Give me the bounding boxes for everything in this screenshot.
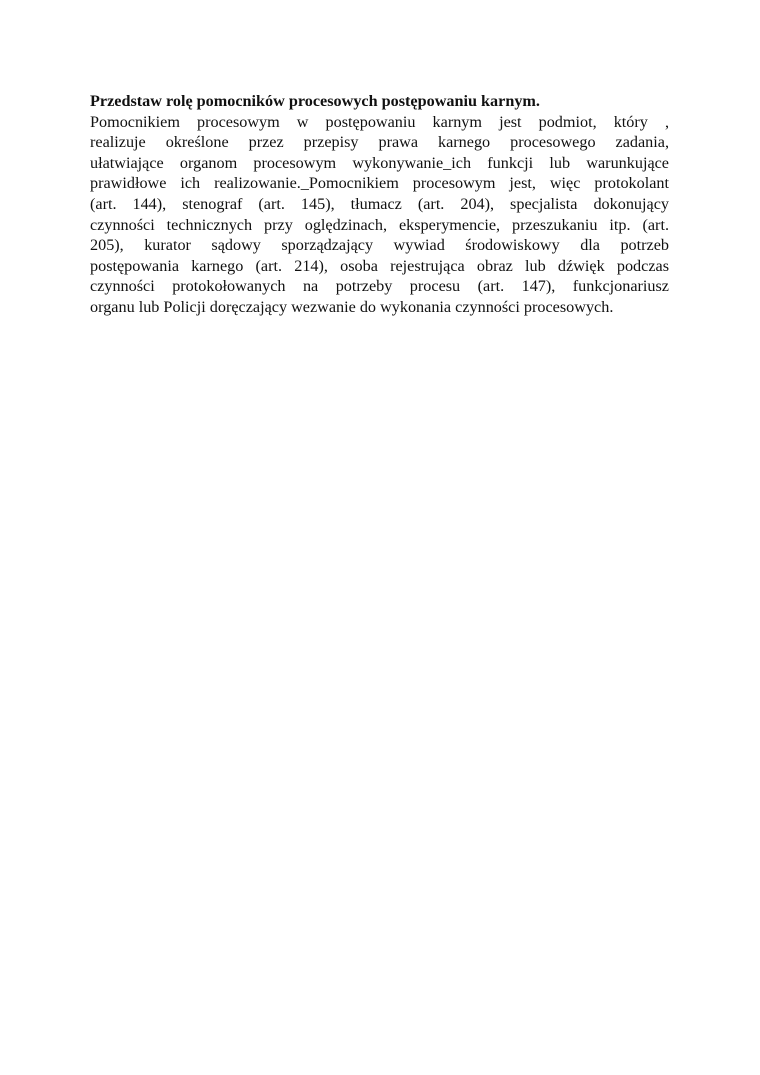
- paragraph-line: organu lub Policji doręczający wezwanie do wykonania czynności procesowych.: [90, 297, 614, 316]
- paragraph-line: Pomocnikiem procesowym w postępowaniu karnym jest podmiot, który ,: [90, 112, 669, 131]
- paragraph-line: ułatwiające organom procesowym wykonywanie_ich funkcji lub warunkujące: [90, 153, 669, 172]
- paragraph-line: 205), kurator sądowy sporządzający wywiad środowiskowy dla potrzeb: [90, 236, 669, 255]
- paragraph-line: prawidłowe ich realizowanie._Pomocnikiem procesowym jest, więc protokolant: [90, 174, 669, 193]
- paragraph-line: postępowania karnego (art. 214), osoba rejestrująca obraz lub dźwięk podczas: [90, 256, 669, 275]
- paragraph-line: czynności technicznych przy oględzinach, eksperymencie, przeszukaniu itp. (art.: [90, 215, 669, 234]
- document-title: Przedstaw rolę pomocników procesowych postępowaniu karnym.: [90, 92, 540, 110]
- document-content: [90, 91, 669, 318]
- paragraph-line: czynności protokołowanych na potrzeby procesu (art. 147), funkcjonariusz: [90, 277, 669, 296]
- paragraph-line: (art. 144), stenograf (art. 145), tłumacz (art. 204), specjalista dokonujący: [90, 194, 669, 213]
- paragraph-line: realizuje określone przez przepisy prawa karnego procesowego zadania,: [90, 133, 669, 152]
- document-paragraph: [90, 112, 669, 318]
